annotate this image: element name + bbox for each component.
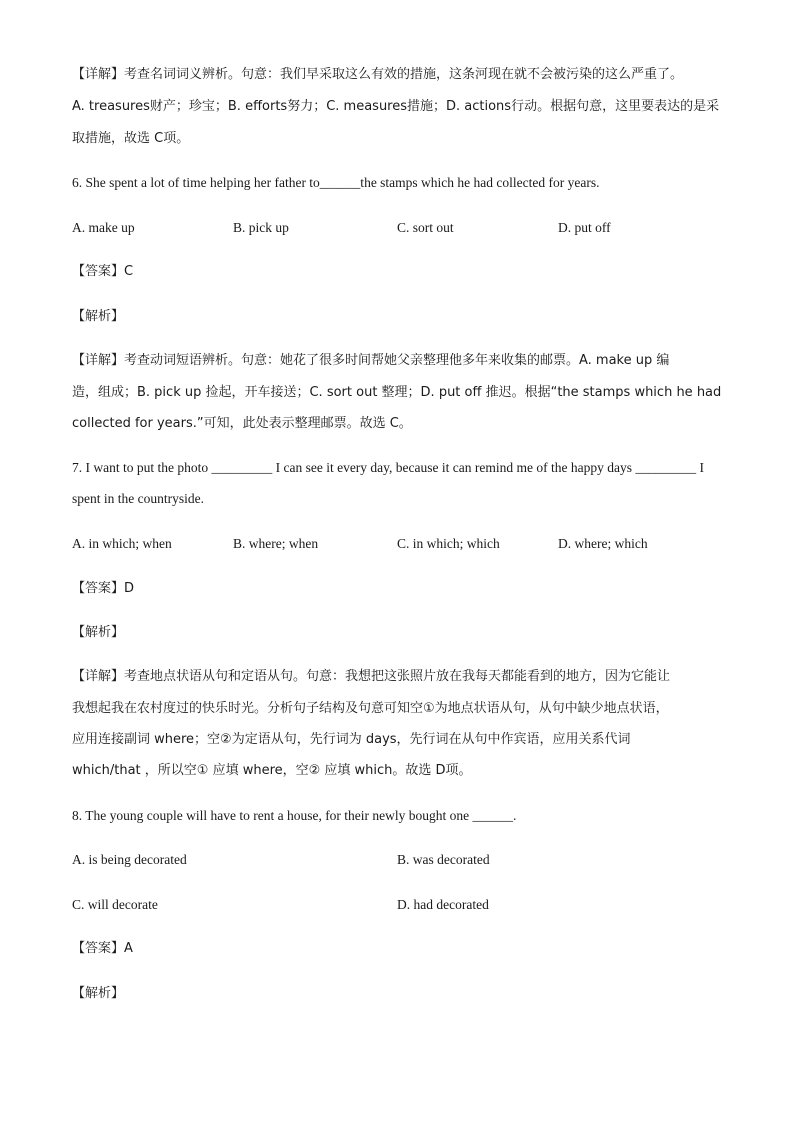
q8-stem: 8. The young couple will have to rent a house, for their newly bought one ______.: [72, 808, 517, 823]
q8-option-b: B. was decorated: [397, 852, 490, 867]
q7-explain-line-2: 我想起我在农村度过的快乐时光。分析句子结构及句意可知空①为地点状语从句，从句中缺少地点状语，: [72, 701, 669, 716]
q6-stem: 6. She spent a lot of time helping her father to______the stamps which he had collected for years.: [72, 175, 600, 190]
q7-analysis-label: 【解析】: [72, 625, 125, 640]
q8-analysis-label: 【解析】: [72, 986, 125, 1001]
q7-stem-line-1: 7. I want to put the photo _________ I can see it every day, because it can remind me of the happy days _________ I: [72, 460, 704, 475]
q7-explain-line-1: 【详解】考查地点状语从句和定语从句。句意：我想把这张照片放在我每天都能看到的地方，因为它能让: [72, 669, 671, 684]
q8-answer: 【答案】A: [72, 941, 133, 956]
q6-explain-line-2: 造，组成；B. pick up 捡起，开车接送；C. sort out 整理；D. put off 推迟。根据“the stamps which he had: [72, 385, 722, 400]
q6-option-a: A. make up: [72, 220, 135, 235]
q7-option-b: B. where; when: [233, 536, 319, 551]
q7-explain-line-3: 应用连接副词 where；空②为定语从句，先行词为 days，先行词在从句中作宾语，应用关系代词: [72, 732, 631, 747]
q7-answer: 【答案】D: [72, 581, 135, 596]
q6-option-b: B. pick up: [233, 220, 289, 235]
q5-explain-line-2: A. treasures财产；珍宝；B. efforts努力；C. measures措施；D. actions行动。根据句意，这里要表达的是采: [72, 99, 720, 114]
q7-option-c: C. in which; which: [397, 536, 500, 551]
q6-option-c: C. sort out: [397, 220, 454, 235]
q7-option-a: A. in which; when: [72, 536, 172, 551]
q6-answer: 【答案】C: [72, 264, 134, 279]
q7-explain-line-4: which/that ，所以空① 应填 where，空② 应填 which。故选 D项。: [72, 763, 472, 778]
q5-explain-line-3: 取措施，故选 C项。: [72, 131, 190, 146]
q6-analysis-label: 【解析】: [72, 309, 125, 324]
q5-explain-line-1: 【详解】考查名词词义辨析。句意：我们早采取这么有效的措施，这条河现在就不会被污染的这么严重了。: [72, 67, 684, 82]
q8-option-c: C. will decorate: [72, 897, 158, 912]
q6-explain-line-1: 【详解】考查动词短语辨析。句意：她花了很多时间帮她父亲整理他多年来收集的邮票。A. make up 编: [72, 353, 670, 368]
q8-option-d: D. had decorated: [397, 897, 489, 912]
q6-option-d: D. put off: [558, 220, 611, 235]
q7-option-d: D. where; which: [558, 536, 648, 551]
q8-option-a: A. is being decorated: [72, 852, 187, 867]
q7-stem-line-2: spent in the countryside.: [72, 491, 204, 506]
q6-explain-line-3: collected for years.”可知，此处表示整理邮票。故选 C。: [72, 416, 412, 431]
